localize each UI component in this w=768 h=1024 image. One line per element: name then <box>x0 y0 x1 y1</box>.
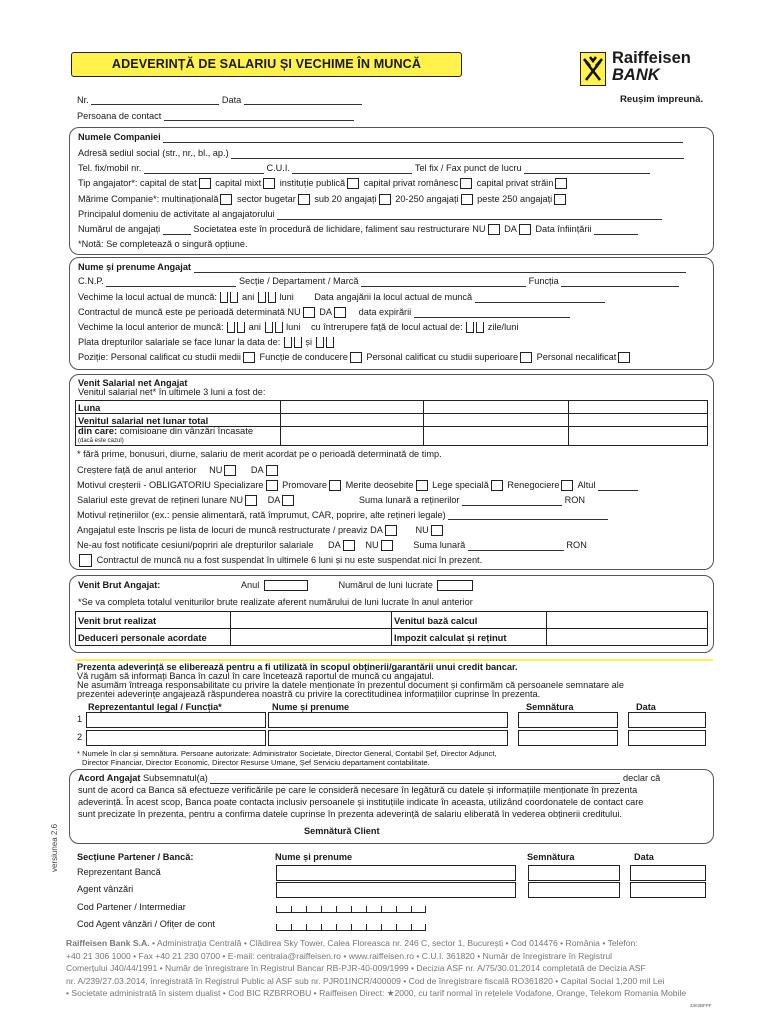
deduceri-label: Deduceri personale acordate <box>76 629 231 646</box>
nume-1-input[interactable] <box>268 712 508 728</box>
tip-checkbox-3[interactable] <box>347 178 359 189</box>
footer-line-2: +40 21 306 1000 • Fax +40 21 230 0700 • E-mail: centrala@raiffeisen.ro • www.raiffeisen.ro • C.U.I. 361820 • Număr de înregistrare în Registrul <box>66 950 613 961</box>
divider <box>75 659 713 661</box>
cod-agent-input[interactable] <box>276 917 426 931</box>
venit-net-table <box>75 400 708 446</box>
ant-ani-box-2[interactable] <box>237 322 245 333</box>
luna-3[interactable] <box>569 401 708 414</box>
venit-1[interactable] <box>281 414 424 427</box>
nr-label: Nr. <box>77 95 89 105</box>
footer <box>66 937 716 1000</box>
functia-input[interactable] <box>561 277 679 287</box>
data-2-input[interactable] <box>628 730 706 746</box>
bank-name: Raiffeisen <box>612 49 691 67</box>
partner-row-1: Reprezentant Bancă <box>77 867 161 877</box>
data-angajarii-input[interactable] <box>475 293 605 303</box>
impozit-label: Impozit calculat și reținut <box>392 629 547 646</box>
tel-field[interactable]: Tel. fix/mobil nr. C.U.I. Tel fix / Fax punct de lucru <box>78 163 650 174</box>
footer-line-1: • Administrația Centrală • Clădirea Sky Tower, Calea Floreasca nr. 246 C, sector 1, București • Cod 014476 • România • Telefon: <box>151 938 638 948</box>
venitul-baza-input[interactable] <box>547 612 708 629</box>
bank-name-2: BANK <box>612 66 660 84</box>
plata-box-3[interactable] <box>316 337 324 348</box>
ant-luni-box-2[interactable] <box>275 322 283 333</box>
address-field[interactable]: Adresă sediul social (str., nr., bl., ap.) <box>78 148 684 159</box>
col-nume: Nume și prenume <box>272 702 350 712</box>
motiv-checkbox-4[interactable] <box>491 480 503 491</box>
declaration-p1: Prezenta adeverință se eliberează pentru a fi utilizată în scopul obținerii/garantării unui credit bancar. <box>77 662 518 672</box>
deduceri-input[interactable] <box>231 629 392 646</box>
col-semnatura: Semnătura <box>526 702 574 712</box>
crestere-row: Creștere față de anul anterior NU DA <box>77 465 280 476</box>
pozitie-checkbox-1[interactable] <box>243 352 255 363</box>
row-luna: Luna <box>76 401 281 414</box>
motivul-row: Motivul creșterii - OBLIGATORIU Specializare Promovare Merite deosebite Lege specială Renegociere Altul <box>77 480 638 491</box>
employee-section <box>69 257 714 370</box>
acord-heading-row: Acord Angajat Subsemnatul(a) declar că <box>78 773 661 783</box>
partner-row-3: Cod Partener / Intermediar <box>77 902 186 912</box>
footer-line-3: Comerțului J40/44/1991 • Număr de înregistrare în Registrul Bancar RB-PJR-40-009/1999 • Decizia ASF nr. A/75/30.01.2014 completată de Decizia ASF <box>66 963 646 974</box>
tip-checkbox-5[interactable] <box>555 178 567 189</box>
suspendat-row: Contractul de muncă nu a fost suspendat în ultimele 6 luni și nu este suspendat nici în prezent. <box>77 554 482 567</box>
pozitie-row: Poziție: Personal calificat cu studii medii Funcție de conducere Personal calificat cu studii superioare Personal necalificat <box>78 352 632 363</box>
acord-line-1: sunt de acord ca Banca să efectueze verificările pe care le consideră necesare în legătură cu datele și informațiile menționate în prezenta <box>78 785 638 795</box>
ant-luni-box-1[interactable] <box>265 322 273 333</box>
retineri-nu-checkbox[interactable] <box>245 495 257 506</box>
partner-data-1[interactable] <box>630 865 706 881</box>
infiintare-input[interactable] <box>594 225 638 235</box>
crestere-nu-checkbox[interactable] <box>224 465 236 476</box>
ani-box-1[interactable] <box>220 292 228 303</box>
tip-checkbox-1[interactable] <box>199 178 211 189</box>
impozit-input[interactable] <box>547 629 708 646</box>
contact-field[interactable] <box>77 111 354 121</box>
motiv-checkbox-2[interactable] <box>329 480 341 491</box>
suma-lunara-input[interactable] <box>468 541 564 551</box>
data-expirarii-input[interactable] <box>414 308 570 318</box>
pozitie-checkbox-4[interactable] <box>618 352 630 363</box>
plata-box-2[interactable] <box>294 337 302 348</box>
plata-box-4[interactable] <box>326 337 334 348</box>
pozitie-checkbox-3[interactable] <box>520 352 532 363</box>
motivul-retinerilor-field[interactable]: Motivul rețineriilor (ex.: pensie alimentară, rată împrumut, CAR, poprire, alte rețineri legale) <box>77 510 608 520</box>
marime-checkbox-2[interactable] <box>298 194 310 205</box>
declaration-note-2: Director Financiar, Director Economic, Director Resurse Umane, Șef Serviciu departament contabilitate. <box>82 758 430 767</box>
venit-net-heading: Venit Salarial net Angajat <box>78 378 188 388</box>
numar-luni-input[interactable] <box>437 580 473 591</box>
acord-section <box>69 769 714 844</box>
venit-2[interactable] <box>424 414 569 427</box>
contact-label: Persoana de contact <box>77 111 162 121</box>
partner-nume-2[interactable] <box>276 882 516 898</box>
data-1-input[interactable] <box>628 712 706 728</box>
partner-heading: Secțiune Partener / Bancă: <box>77 852 194 862</box>
partner-semn-1[interactable] <box>528 865 620 881</box>
col-data: Data <box>636 702 656 712</box>
venit-brut-heading-row: Venit Brut Angajat: Anul Numărul de luni lucrate <box>78 580 475 591</box>
plata-row: Plata drepturilor salariale se face lunar la data de: și <box>78 337 335 348</box>
intr-box-1[interactable] <box>466 322 474 333</box>
rep-1-input[interactable] <box>86 712 266 728</box>
venit-brut-note: *Se va completa totalul veniturilor brute realizate aferent numărului de luni lucrate în anul anterior <box>78 597 473 607</box>
anul-input[interactable] <box>264 580 308 591</box>
venit-brut-input[interactable] <box>231 612 392 629</box>
plata-box-1[interactable] <box>284 337 292 348</box>
partner-semn-2[interactable] <box>528 882 620 898</box>
raiffeisen-logo-icon <box>580 52 606 86</box>
partner-data-2[interactable] <box>630 882 706 898</box>
acord-line-2: adeverință. În acest scop, Banca poate contacta inclusiv persoanele și instituțiile indicate în aceasta, utilizând coordonatele de contact care <box>78 797 644 807</box>
declaration-p2: Vă rugăm să informați Banca în cazul în care încetează raportul de muncă cu angajatul. <box>77 671 434 681</box>
sectie-input[interactable] <box>361 277 526 287</box>
domain-field[interactable]: Principalul domeniu de activitate al angajatorului <box>78 209 662 220</box>
footer-line-5: • Societate administrată în sistem dualist • Cod BIC RZBRROBU • Raiffeisen Direct: ★2000, cu tarif normal în rețelele Vodafone, Orange, Telekom Romania Mobile <box>66 988 687 999</box>
cnp-row: C.N.P. Secție / Departament / Marcă Funcția <box>78 276 679 287</box>
partner-nume-1[interactable] <box>276 865 516 881</box>
col-rep: Reprezentantul legal / Funcția* <box>88 702 222 712</box>
crestere-da-checkbox[interactable] <box>266 465 278 476</box>
luni-box-1[interactable] <box>258 292 266 303</box>
partner-row-2: Agent vânzări <box>77 884 134 894</box>
row-venit: Venitul salarial net lunar total <box>76 414 281 427</box>
retineri-da-checkbox[interactable] <box>282 495 294 506</box>
semnatura-1-input[interactable] <box>518 712 618 728</box>
row-din-care: din care: comisioane din vânzări încasate (dacă este cazul) <box>76 427 281 446</box>
row-1-label: 1 <box>77 714 83 724</box>
tip-checkbox-4[interactable] <box>460 178 472 189</box>
employee-name-field[interactable]: Nume și prenume Angajat <box>78 262 686 273</box>
motiv-checkbox-1[interactable] <box>266 480 278 491</box>
retineri-row: Salariul este grevat de rețineri lunare NU DA Suma lunară a reținerilor RON <box>77 495 586 505</box>
marime-checkbox-5[interactable] <box>554 194 566 205</box>
subsemnatul-input[interactable] <box>210 774 620 784</box>
luni-box-2[interactable] <box>268 292 276 303</box>
semnatura-2-input[interactable] <box>518 730 618 746</box>
company-name-field[interactable]: Numele Companiei <box>78 132 683 143</box>
nr-field[interactable] <box>77 95 362 105</box>
inscris-row: Angajatul este înscris pe lista de locuri de muncă restructurate / preaviz DA NU <box>77 525 445 536</box>
comision-2[interactable] <box>424 427 569 446</box>
lichidare-da-checkbox[interactable] <box>519 224 531 235</box>
contract-nu-checkbox[interactable] <box>303 307 315 318</box>
declaration-p3: Ne asumăm întreaga responsabilitate cu privire la datele menționate în prezentul document și confirmăm că persoanele semnatare ale <box>77 680 624 690</box>
suma-retineri-input[interactable] <box>462 496 562 506</box>
marime-companie: Mărime Companie*: multinațională sector bugetar sub 20 angajați 20-250 angajați peste 250 angajați <box>78 194 568 205</box>
notificate-nu-checkbox[interactable] <box>381 540 393 551</box>
notificate-da-checkbox[interactable] <box>343 540 355 551</box>
lichidare-nu-checkbox[interactable] <box>488 224 500 235</box>
cod-partener-input[interactable] <box>276 899 426 913</box>
partner-col-nume: Nume și prenume <box>275 852 353 862</box>
contract-da-checkbox[interactable] <box>334 307 346 318</box>
comision-3[interactable] <box>569 427 708 446</box>
partner-col-data: Data <box>634 852 654 862</box>
suspendat-checkbox[interactable] <box>79 554 92 567</box>
venit-net-footnote: * fără prime, bonusuri, diurne, salariu de merit acordat pe o perioadă determinată de timp. <box>77 449 442 459</box>
declaration-p4: prezentei adeverințe angajează răspunderea noastră cu privire la corectitudinea informațiilor cuprinse în prezenta. <box>77 689 541 699</box>
motiv-checkbox-5[interactable] <box>561 480 573 491</box>
ani-box-2[interactable] <box>230 292 238 303</box>
row-2-label: 2 <box>77 732 83 742</box>
data-label: Data <box>221 95 242 105</box>
motiv-checkbox-3[interactable] <box>416 480 428 491</box>
venitul-baza-label: Venitul bază calcul <box>392 612 547 629</box>
partner-row-4: Cod Agent vânzări / Ofițer de cont <box>77 919 215 929</box>
luna-2[interactable] <box>424 401 569 414</box>
declaration-note-1: * Numele în clar și semnătura. Persoane autorizate: Administrator Societate, Director General, Contabil Șef, Director Adjunct, <box>77 749 497 758</box>
venit-3[interactable] <box>569 414 708 427</box>
contract-row: Contractul de muncă este pe perioadă determinată NU DA data expirării <box>78 307 570 318</box>
acord-line-3: sunt precizate în prezenta, pentru a confirma datele cuprinse în prezenta adeverință de salariu eliberată în vederea obținerii creditului. <box>78 809 622 819</box>
vechime-actual-row: Vechime la locul actual de muncă: ani luni Data angajării la locul actual de muncă <box>78 292 605 303</box>
intr-box-2[interactable] <box>476 322 484 333</box>
bank-tagline: Reușim împreună. <box>620 94 704 105</box>
venit-brut-table <box>75 611 708 646</box>
marime-checkbox-3[interactable] <box>379 194 391 205</box>
marime-checkbox-4[interactable] <box>461 194 473 205</box>
company-note: *Notă: Se completează o singură opțiune. <box>78 239 248 249</box>
tip-angajator: Tip angajator*: capital de stat capital mixt instituție publică capital privat românesc capital privat străin <box>78 178 569 189</box>
company-section <box>69 127 714 255</box>
vechime-anterior-row: Vechime la locul anterior de muncă: ani luni cu întrerupere față de locul actual de: zile/luni <box>78 322 519 332</box>
ant-ani-box-1[interactable] <box>227 322 235 333</box>
footer-code: 2302BFPF <box>690 1003 712 1008</box>
venit-brut-label: Venit brut realizat <box>76 612 231 629</box>
inscris-da-checkbox[interactable] <box>385 525 397 536</box>
footer-company: Raiffeisen Bank S.A. <box>66 938 150 948</box>
pozitie-checkbox-2[interactable] <box>350 352 362 363</box>
version-label: versiunea 2.6 <box>50 823 59 872</box>
notificate-row: Ne-au fost notificate cesiuni/popriri ale drepturilor salariale DA NU Suma lunară RON <box>77 540 587 550</box>
comision-1[interactable] <box>281 427 424 446</box>
employees-input[interactable] <box>163 225 191 235</box>
partner-col-semnatura: Semnătura <box>527 852 575 862</box>
nume-2-input[interactable] <box>268 730 508 746</box>
document-title: ADEVERINȚĂ DE SALARIU ȘI VECHIME ÎN MUNCĂ <box>71 52 462 77</box>
marime-checkbox-1[interactable] <box>220 194 232 205</box>
rep-2-input[interactable] <box>86 730 266 746</box>
venit-net-subtitle: Venitul salarial net* în ultimele 3 luni a fost de: <box>78 387 266 397</box>
inscris-nu-checkbox[interactable] <box>431 525 443 536</box>
footer-line-4: nr. A/239/27.03.2014, înregistrată în Registrul Public al ASF sub nr. PJR01INCR/400009 • Cod de înregistrare fiscală RO361820 • Capital Social 1,200 mil Lei <box>66 975 665 986</box>
cnp-input[interactable] <box>106 277 236 287</box>
tip-checkbox-2[interactable] <box>263 178 275 189</box>
employees-row: Numărul de angajați Societatea este în procedură de lichidare, faliment sau restructurare NU DA Data înființării <box>78 224 638 235</box>
luna-1[interactable] <box>281 401 424 414</box>
semnatura-client[interactable]: Semnătură Client <box>304 826 380 836</box>
altul-input[interactable] <box>598 481 638 491</box>
